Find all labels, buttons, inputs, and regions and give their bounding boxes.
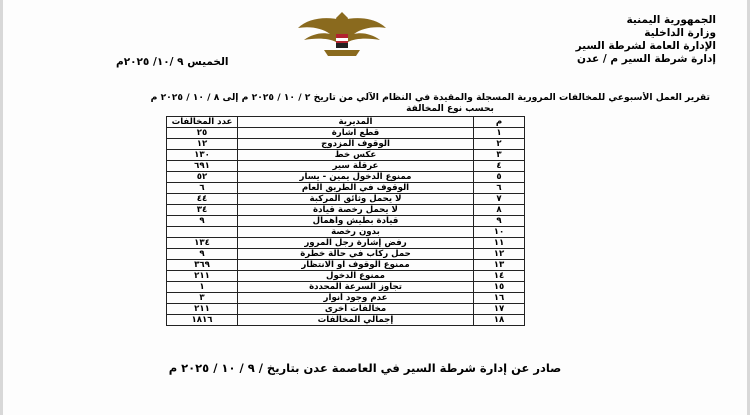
issued-statement: صادر عن إدارة شرطة السير في العاصمة عدن بتاريخ / ٩ / ١٠ / ٢٠٢٥ م: [168, 361, 562, 375]
row-name-cell: الوقوف في الطريق العام: [238, 183, 474, 194]
header-num: م: [474, 117, 525, 128]
table-row: [167, 172, 525, 183]
row-name-cell: تجاوز السرعة المحددة: [238, 282, 474, 293]
row-count-cell: ٢١١: [167, 304, 238, 315]
table-row: [167, 304, 525, 315]
row-name-cell: إجمالي المخالفات: [238, 315, 474, 326]
table-row: [167, 128, 525, 139]
row-num-cell: ١١: [474, 238, 525, 249]
row-num-cell: ٨: [474, 205, 525, 216]
row-name-cell: ممنوع الوقوف او الانتظار: [238, 260, 474, 271]
letterhead-office: إدارة شرطة السير م / عدن: [577, 53, 716, 65]
table-row: [167, 238, 525, 249]
table-row: [167, 282, 525, 293]
row-name-cell: قطع اشارة: [238, 128, 474, 139]
row-num-cell: ٥: [474, 172, 525, 183]
row-count-cell: ٩: [167, 249, 238, 260]
row-num-cell: ١٨: [474, 315, 525, 326]
table-row: [167, 271, 525, 282]
row-name-cell: حمل ركاب في حالة خطرة: [238, 249, 474, 260]
row-name-cell: ممنوع الدخول يمين - يسار: [238, 172, 474, 183]
row-count-cell: ٦: [167, 183, 238, 194]
table-row: [167, 293, 525, 304]
row-num-cell: ٧: [474, 194, 525, 205]
row-count-cell: ٩: [167, 216, 238, 227]
table-header-row: [167, 117, 525, 128]
row-num-cell: ٩: [474, 216, 525, 227]
row-count-cell: ٢٥: [167, 128, 238, 139]
issue-date: الخميس ٩ /١٠/ ٢٠٢٥م: [116, 56, 229, 68]
table-row: [167, 205, 525, 216]
letterhead: [486, 14, 716, 66]
row-count-cell: ١٣٤: [167, 238, 238, 249]
table-row: [167, 315, 525, 326]
row-count-cell: ٣٤: [167, 205, 238, 216]
header-district: المديرية: [238, 117, 474, 128]
scan-edge-left: [0, 0, 3, 415]
row-num-cell: ١٥: [474, 282, 525, 293]
row-num-cell: ١: [474, 128, 525, 139]
row-count-cell: ٣٦٩: [167, 260, 238, 271]
row-name-cell: لا يحمل رخصة قيادة: [238, 205, 474, 216]
row-count-cell: ١٨١٦: [167, 315, 238, 326]
row-num-cell: ١٢: [474, 249, 525, 260]
table-row: [167, 260, 525, 271]
row-count-cell: ١٣٠: [167, 150, 238, 161]
row-count-cell: ٢١١: [167, 271, 238, 282]
row-count-cell: ٥٢: [167, 172, 238, 183]
row-name-cell: ممنوع الدخول: [238, 271, 474, 282]
table-row: [167, 161, 525, 172]
row-name-cell: لا يحمل وثائق المركبة: [238, 194, 474, 205]
row-count-cell: ١: [167, 282, 238, 293]
row-num-cell: ١٣: [474, 260, 525, 271]
table-row: [167, 183, 525, 194]
row-num-cell: ٤: [474, 161, 525, 172]
table-row: [167, 139, 525, 150]
row-num-cell: ٣: [474, 150, 525, 161]
row-num-cell: ٦: [474, 183, 525, 194]
table-row: [167, 227, 525, 238]
row-name-cell: بدون رخصة: [238, 227, 474, 238]
table-row: [167, 249, 525, 260]
table-row: [167, 150, 525, 161]
row-count-cell: [167, 227, 238, 238]
row-num-cell: ١٠: [474, 227, 525, 238]
row-num-cell: ١٧: [474, 304, 525, 315]
row-name-cell: عرقلة سير: [238, 161, 474, 172]
letterhead-ministry: وزارة الداخلية: [644, 27, 716, 39]
row-name-cell: الوقوف المزدوج: [238, 139, 474, 150]
table-row: [167, 194, 525, 205]
header-count: عدد المخالفات: [167, 117, 238, 128]
letterhead-country: الجمهورية اليمنية: [626, 14, 716, 26]
row-name-cell: عكس خط: [238, 150, 474, 161]
report-title: تقرير العمل الأسبوعي للمخالفات المرورية المسجلة والمقيدة في النظام الآلي من تاريخ ٢ / ١٠ / ٢٠٢٥ م إلى ٨ / ١٠ / ٢٠٢٥ م: [150, 92, 710, 103]
republic-emblem-icon: [296, 6, 388, 62]
row-count-cell: ١٢: [167, 139, 238, 150]
row-name-cell: قيادة بطيش واهمال: [238, 216, 474, 227]
row-num-cell: ١٦: [474, 293, 525, 304]
row-count-cell: ٦٩١: [167, 161, 238, 172]
report-subtitle: بحسب نوع المخالفة: [406, 104, 494, 114]
row-name-cell: عدم وجود أنوار: [238, 293, 474, 304]
row-count-cell: ٤٤: [167, 194, 238, 205]
table-body: [167, 128, 525, 326]
table-row: [167, 216, 525, 227]
violations-table: [166, 116, 525, 326]
row-count-cell: ٣: [167, 293, 238, 304]
row-num-cell: ١٤: [474, 271, 525, 282]
row-num-cell: ٢: [474, 139, 525, 150]
row-name-cell: مخالفات أخرى: [238, 304, 474, 315]
letterhead-department: الإدارة العامة لشرطة السير: [575, 40, 716, 52]
row-name-cell: رفض إشارة رجل المرور: [238, 238, 474, 249]
